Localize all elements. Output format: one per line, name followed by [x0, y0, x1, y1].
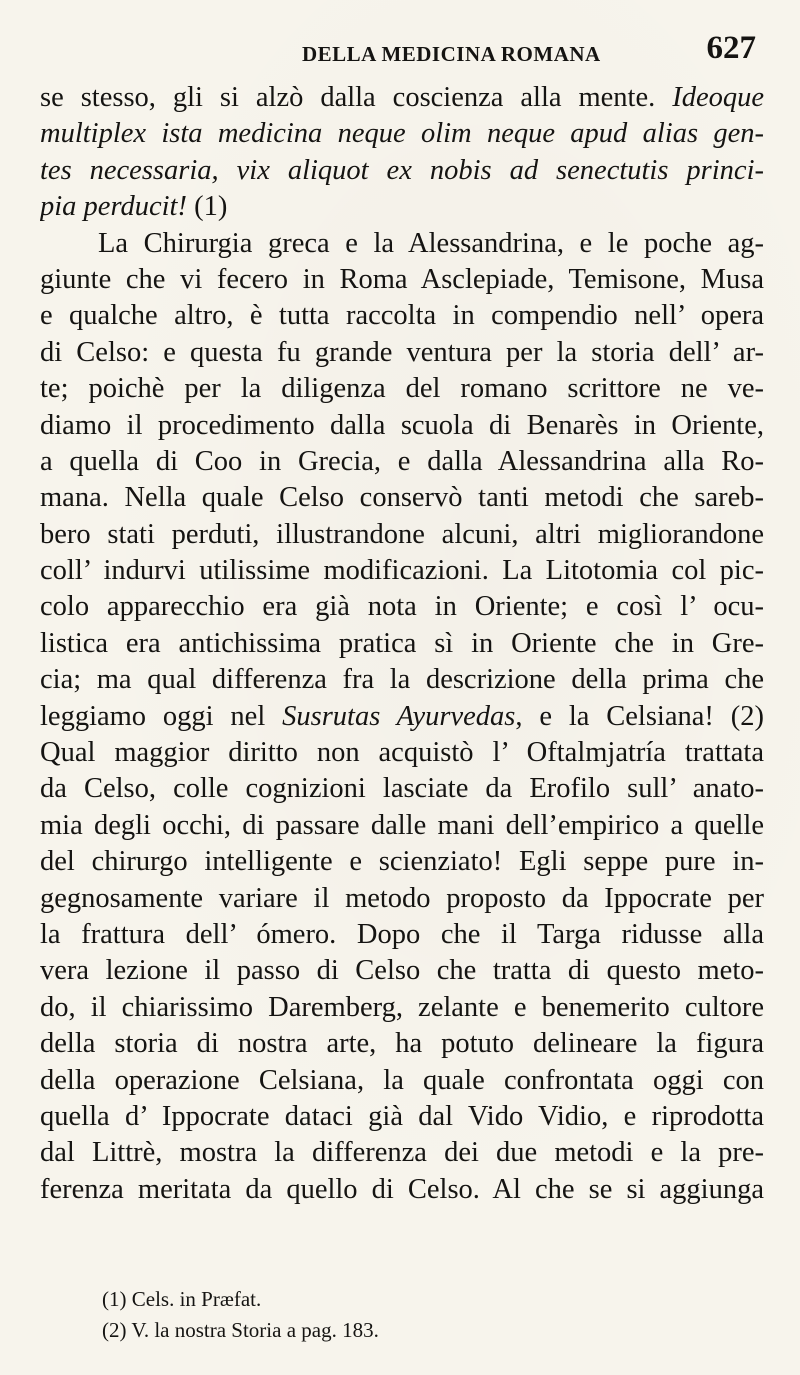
- text-segment: (1): [194, 191, 228, 223]
- text-segment: giunte che vi fecero in Roma Asclepiade, Temisone, Musa: [40, 263, 764, 295]
- text-line: [40, 771, 764, 807]
- page-header: [40, 30, 760, 80]
- text-segment: bero stati perduti, illustrandone alcuni, altri migliorandone: [40, 518, 764, 550]
- text-segment: , e la Celsiana! (2): [515, 700, 764, 732]
- text-line: [40, 80, 764, 116]
- text-line: [40, 335, 764, 371]
- text-line: [40, 517, 764, 553]
- text-line: [40, 1172, 764, 1208]
- text-segment: del chirurgo intelligente e scienziato! Egli seppe pure in-: [40, 846, 764, 878]
- text-line: [40, 298, 764, 334]
- footnotes: [102, 1284, 602, 1346]
- text-line: [40, 226, 764, 262]
- text-segment: della storia di nostra arte, ha potuto delineare la figura: [40, 1028, 764, 1060]
- text-line: [40, 735, 764, 771]
- text-segment: da Celso, colle cognizioni lasciate da Erofilo sull’ anato-: [40, 773, 764, 805]
- text-segment: te; poichè per la diligenza del romano scrittore ne ve-: [40, 373, 764, 405]
- text-line: [40, 189, 764, 225]
- text-line: [40, 553, 764, 589]
- footnote-1: (1) Cels. in Præfat.: [102, 1287, 262, 1311]
- text-line: [40, 153, 764, 189]
- text-line: [40, 1063, 764, 1099]
- text-line: [40, 1135, 764, 1171]
- text-segment: ferenza meritata da quello di Celso. Al che se si aggiunga: [40, 1173, 764, 1205]
- text-segment: quella d’ Ippocrate dataci già dal Vido Vidio, e riprodotta: [40, 1100, 764, 1132]
- page-number: 627: [706, 30, 756, 66]
- text-segment: mana. Nella quale Celso conservò tanti metodi che sareb-: [40, 482, 764, 514]
- text-line: [40, 116, 764, 152]
- text-segment: coll’ indurvi utilissime modificazioni. La Litotomia col pic-: [40, 555, 764, 587]
- running-title: DELLA MEDICINA ROMANA: [302, 42, 601, 66]
- text-line: [40, 844, 764, 880]
- text-segment: la frattura dell’ ómero. Dopo che il Targa ridusse alla: [40, 918, 764, 950]
- text-segment: a quella di Coo in Grecia, e dalla Alessandrina alla Ro-: [40, 445, 764, 477]
- italic-segment: tes necessaria, vix aliquot ex nobis ad senectutis princi-: [40, 154, 764, 186]
- text-segment: se stesso, gli si alzò dalla coscienza alla mente.: [40, 82, 673, 113]
- text-segment: dal Littrè, mostra la differenza dei due metodi e la pre-: [40, 1137, 764, 1169]
- text-line: [40, 917, 764, 953]
- text-segment: colo apparecchio era già nota in Oriente; e così l’ ocu-: [40, 591, 764, 623]
- italic-segment: multiplex ista medicina neque olim neque apud alias gen-: [40, 118, 764, 150]
- italic-segment: pia perducit!: [40, 191, 195, 223]
- text-line: [40, 371, 764, 407]
- text-segment: diamo il procedimento dalla scuola di Benarès in Oriente,: [40, 409, 764, 441]
- text-line: [40, 662, 764, 698]
- text-segment: della operazione Celsiana, la quale confrontata oggi con: [40, 1064, 764, 1096]
- body-text: [40, 80, 764, 1208]
- italic-segment: Ideoque: [672, 82, 764, 113]
- text-line: [40, 1099, 764, 1135]
- text-segment: mia degli occhi, di passare dalle mani dell’empirico a quelle: [40, 809, 764, 841]
- text-line: [40, 990, 764, 1026]
- text-line: [40, 626, 764, 662]
- text-line: [40, 953, 764, 989]
- text-line: [40, 881, 764, 917]
- text-segment: e qualche altro, è tutta raccolta in compendio nell’ opera: [40, 300, 764, 332]
- text-line: [40, 699, 764, 735]
- text-line: [40, 1026, 764, 1062]
- text-segment: listica era antichissima pratica sì in Oriente che in Gre-: [40, 627, 764, 659]
- text-segment: vera lezione il passo di Celso che tratta di questo meto-: [40, 955, 764, 987]
- text-segment: leggiamo oggi nel: [40, 700, 283, 732]
- text-segment: Qual maggior diritto non acquistò l’ Oftalmjatría trattata: [40, 737, 764, 769]
- italic-segment: Susrutas Ayurvedas: [282, 700, 516, 732]
- footnote-2: (2) V. la nostra Storia a pag. 183.: [102, 1318, 379, 1342]
- text-line: [40, 262, 764, 298]
- text-segment: gegnosamente variare il metodo proposto da Ippocrate per: [40, 882, 764, 914]
- text-line: [40, 444, 764, 480]
- text-line: [40, 480, 764, 516]
- text-line: [40, 808, 764, 844]
- text-segment: di Celso: e questa fu grande ventura per la storia dell’ ar-: [40, 336, 764, 368]
- text-line: [40, 408, 764, 444]
- text-line: [40, 589, 764, 625]
- text-segment: La Chirurgia greca e la Alessandrina, e le poche ag-: [98, 227, 764, 259]
- text-segment: cia; ma qual differenza fra la descrizione della prima che: [40, 664, 764, 696]
- text-segment: do, il chiarissimo Daremberg, zelante e benemerito cultore: [40, 991, 764, 1023]
